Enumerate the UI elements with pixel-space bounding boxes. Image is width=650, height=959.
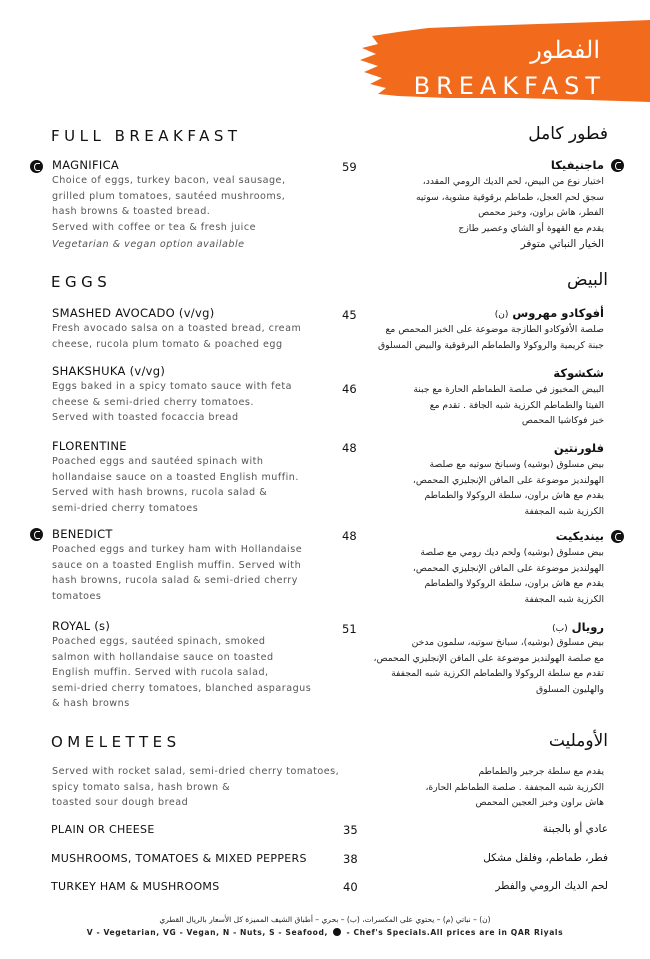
footer-legend-english: V - Vegetarian, VG - Vegan, N - Nuts, S - Seafood, - Chef's Specials.All prices are in QAR Riyals: [86, 928, 564, 937]
item-description: Poached eggs and turkey ham with Hollandaise sauce on a toasted English muffin. Served with hash browns, rucola salad & semi-dried cherry tomatoes: [52, 544, 303, 602]
chef-special-icon: [30, 160, 43, 173]
item-description: Poached eggs, sautéed spinach, smoked salmon with hollandaise sauce on toasted English muffin. Served with rucola salad, semi-dried cherry tomatoes, blanched asparagus & hash browns: [52, 636, 312, 710]
chef-special-icon: [30, 528, 43, 541]
item-description-arabic: بيض مسلوق (بوشيه) ولحم ديك رومي مع صلصة الهولنديز موضوعة على المافن الإنجليزي المحمص، يقدم مع هاش براون، سلطة الروكولا والطماطم الكرزية شبه المجففة: [412, 547, 604, 605]
item-name-arabic: لحم الديك الرومي والفطر: [495, 880, 608, 892]
item-description-arabic: بيض مسلوق (بوشيه)، سبانخ سوتيه، سلمون مدخن مع صلصة الهولنديز موضوعة على المافن الإنجليزي المحمص، تقدم مع سلطة الروكولا والطماطم الكرزية شبه المجففة والهليون المسلوق: [373, 637, 604, 695]
item-price: 51: [342, 622, 357, 636]
chef-special-icon: [611, 530, 624, 543]
item-price: 38: [343, 852, 358, 866]
item-served-with: Served with coffee or tea & fresh juice: [52, 222, 257, 233]
item-description-arabic: البيض المخبوز في صلصة الطماطم الحارة مع جبنة الفيتا والطماطم الكرزية شبه الجافة . تقدم مع خبز فوكاشيا المحمص: [413, 384, 604, 427]
item-name-arabic: أفوكادو مهروس (ن): [494, 306, 604, 320]
item-name: MAGNIFICA: [52, 158, 120, 172]
item-name-arabic: بينديكيت: [555, 529, 604, 543]
item-description: Fresh avocado salsa on a toasted bread, cream cheese, rucola plum tomato & poached egg: [52, 323, 302, 350]
section-title-full-breakfast-arabic: فطور كامل: [528, 124, 608, 144]
section-title-eggs: EGGS: [51, 273, 112, 291]
header-title-arabic: الفطور: [530, 36, 600, 64]
footer-legend-arabic: (ن) – نباتي (م) – يحتوي على المكسرات، (ب) – بحري – أطباق الشيف المميزة كل الأسعار بالريال القطري: [159, 915, 491, 924]
item-name: FLORENTINE: [52, 439, 127, 453]
item-description-arabic: بيض مسلوق (بوشيه) وسبانخ سوتيه مع صلصة الهولنديز موضوعة على المافن الإنجليزي المحمص، يقدم مع هاش براون، سلطة الروكولا والطماطم الكرزية شبه المجففة: [412, 459, 604, 517]
item-name-arabic: ماجنيفيكا: [550, 158, 604, 172]
dietary-tag: (ب): [552, 624, 568, 634]
header-banner: [358, 14, 650, 106]
item-price: 45: [342, 308, 357, 322]
omelettes-description: Served with rocket salad, semi-dried cherry tomatoes, spicy tomato salsa, hash brown & toasted sour dough bread: [52, 766, 340, 809]
section-title-full-breakfast: FULL BREAKFAST: [51, 127, 242, 145]
item-description: Eggs baked in a spicy tomato sauce with feta cheese & semi-dried cherry tomatoes. Served with toasted focaccia bread: [52, 381, 293, 424]
item-name: TURKEY HAM & MUSHROOMS: [51, 880, 220, 893]
header-title-english: BREAKFAST: [413, 72, 606, 100]
section-title-omelettes: OMELETTES: [51, 733, 181, 751]
omelettes-description-arabic: يقدم مع سلطة جرجير والطماطم الكرزية شبه المجففة . صلصة الطماطم الحارة، هاش براون وخبز العجين المحمص: [425, 766, 604, 809]
item-name-arabic: رويال (ب): [552, 620, 604, 634]
item-price: 35: [343, 823, 358, 837]
item-price: 48: [342, 441, 357, 455]
item-description: Poached eggs and sautéed spinach with hollandaise sauce on a toasted English muffin. Served with hash browns, rucola salad & semi-dried cherry tomatoes: [52, 456, 299, 514]
chef-special-icon: [611, 159, 624, 172]
dietary-tag: (ن): [494, 310, 509, 320]
item-dietary-note: Vegetarian & vegan option available: [52, 239, 245, 250]
item-name: SMASHED AVOCADO (v/vg): [52, 306, 215, 320]
item-name: BENEDICT: [52, 527, 113, 541]
chef-special-icon: [333, 928, 341, 936]
section-title-omelettes-arabic: الأومليت: [548, 731, 608, 751]
item-name-arabic: فلورنتين: [553, 441, 604, 455]
item-description-arabic: صلصة الأفوكادو الطازجة موضوعة على الخبز المحمص مع جبنة كريمية والروكولا والطماطم البرقوقية والبيض المسلوق: [378, 324, 604, 351]
item-name: ROYAL (s): [52, 619, 111, 633]
item-name: MUSHROOMS, TOMATOES & MIXED PEPPERS: [51, 852, 307, 865]
item-name-arabic: فطر، طماطم، وفلفل مشكل: [483, 852, 608, 864]
item-name: SHAKSHUKA (v/vg): [52, 364, 166, 378]
item-price: 40: [343, 880, 358, 894]
item-price: 46: [342, 382, 357, 396]
item-price: 59: [342, 160, 357, 174]
item-description: Choice of eggs, turkey bacon, veal sausage, grilled plum tomatoes, sautéed mushrooms, hash browns & toasted bread.: [52, 175, 286, 218]
section-title-eggs-arabic: البيض: [567, 270, 608, 290]
item-name: PLAIN OR CHEESE: [51, 823, 155, 836]
item-name-arabic: شكشوكة: [553, 366, 604, 380]
item-price: 48: [342, 529, 357, 543]
item-description-arabic: اختيار نوع من البيض، لحم الديك الرومي المقدد، سجق لحم العجل، طماطم برقوقية مشوية، سوتيه الفطر، هاش براون، وخبز محمص يقدم مع القهوة أو الشاي وعصير طازج: [415, 176, 604, 234]
item-dietary-note-arabic: الخيار النباتي متوفر: [520, 238, 604, 250]
item-name-arabic: عادي أو بالجبنة: [542, 823, 608, 835]
